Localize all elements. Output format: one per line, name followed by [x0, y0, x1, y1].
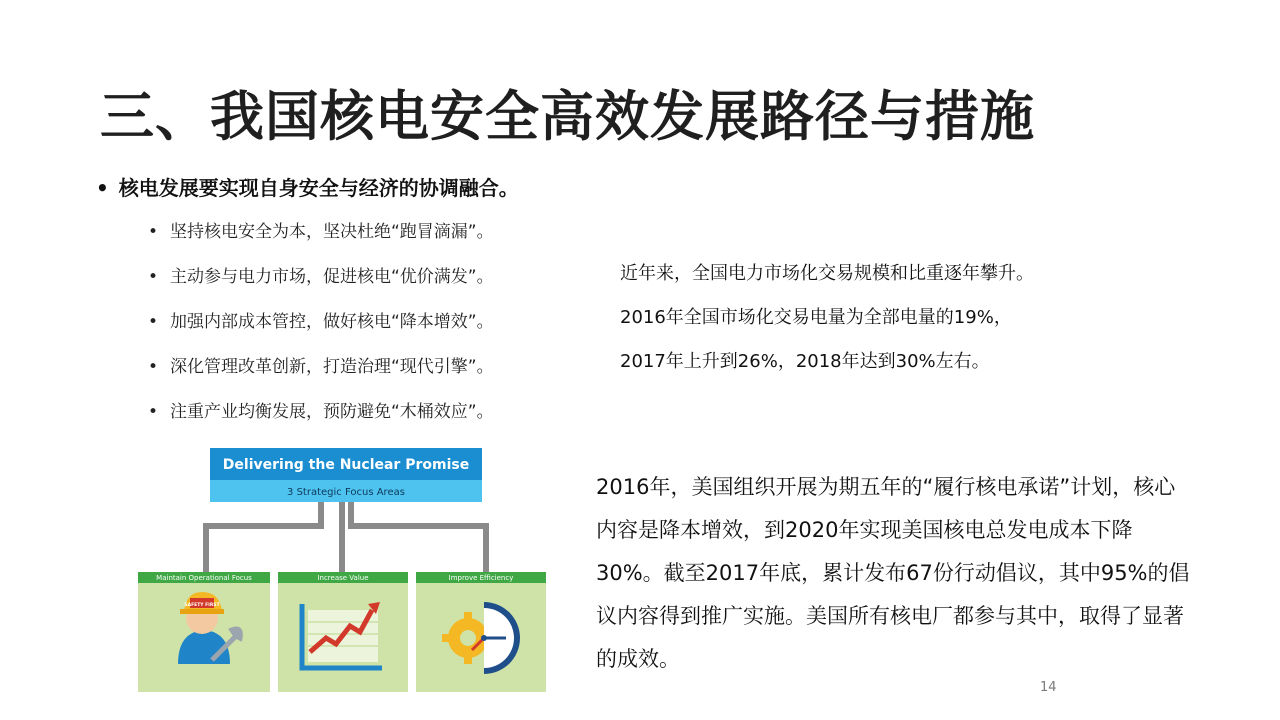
panel-label: Maintain Operational Focus [156, 574, 252, 582]
stats-line: 2016年全国市场化交易电量为全部电量的19%， [620, 307, 1012, 328]
market-stats-text [620, 252, 1200, 384]
sub-bullet: • 深化管理改革创新，打造治理“现代引擎”。 [148, 357, 494, 377]
connector-lines [206, 502, 486, 574]
header-title: Delivering the Nuclear Promise [222, 457, 470, 473]
panel-operational-focus [138, 572, 270, 692]
header-subtitle: 3 Strategic Focus Areas [287, 487, 405, 498]
sub-bullet: • 坚持核电安全为本，坚决杜绝“跑冒滴漏”。 [148, 222, 494, 242]
slide-title: 三、我国核电安全高效发展路径与措施 [100, 85, 1035, 148]
helmet-text: SAFETY FIRST [184, 603, 220, 608]
sub-bullet-text: 注重产业均衡发展，预防避免“木桶效应”。 [170, 402, 494, 422]
connector-left [206, 502, 321, 574]
panel-increase-value [278, 572, 408, 692]
stats-line: 2017年上升到26%，2018年达到30%左右。 [620, 351, 990, 372]
panel-label: Increase Value [317, 574, 369, 582]
sub-bullet-text: 加强内部成本管控，做好核电“降本增效”。 [170, 312, 494, 332]
nuclear-promise-infographic [136, 446, 548, 694]
sub-bullet: • 主动参与电力市场，促进核电“优价满发”。 [148, 267, 494, 287]
sub-bullet-text: 主动参与电力市场，促进核电“优价满发”。 [170, 267, 494, 287]
stats-line: 近年来，全国电力市场化交易规模和比重逐年攀升。 [620, 263, 1034, 284]
connector-right [351, 502, 486, 574]
sub-bullet-list [148, 220, 494, 445]
sub-bullet: • 注重产业均衡发展，预防避免“木桶效应”。 [148, 402, 494, 422]
page-number: 14 [1040, 680, 1057, 695]
rising-chart-icon [302, 602, 382, 668]
panel-label: Improve Efficiency [448, 574, 514, 582]
bullet-dot: • [96, 176, 109, 200]
sub-bullet: • 加强内部成本管控，做好核电“降本增效”。 [148, 312, 494, 332]
sub-bullet-text: 坚持核电安全为本，坚决杜绝“跑冒滴漏”。 [170, 222, 494, 242]
main-bullet [96, 172, 519, 201]
panel-improve-efficiency [416, 572, 546, 692]
sub-bullet-text: 深化管理改革创新，打造治理“现代引擎”。 [170, 357, 494, 377]
us-program-paragraph: 2016年，美国组织开展为期五年的“履行核电承诺”计划，核心内容是降本增效，到2020年实现美国核电总发电成本下降30%。截至2017年底，累计发布67份行动倡议，其中95%的倡议内容得到推广实施。美国所有核电厂都参与其中，取得了显著的成效。 [596, 475, 1190, 671]
main-bullet-text: 核电发展要实现自身安全与经济的协调融合。 [118, 176, 519, 200]
